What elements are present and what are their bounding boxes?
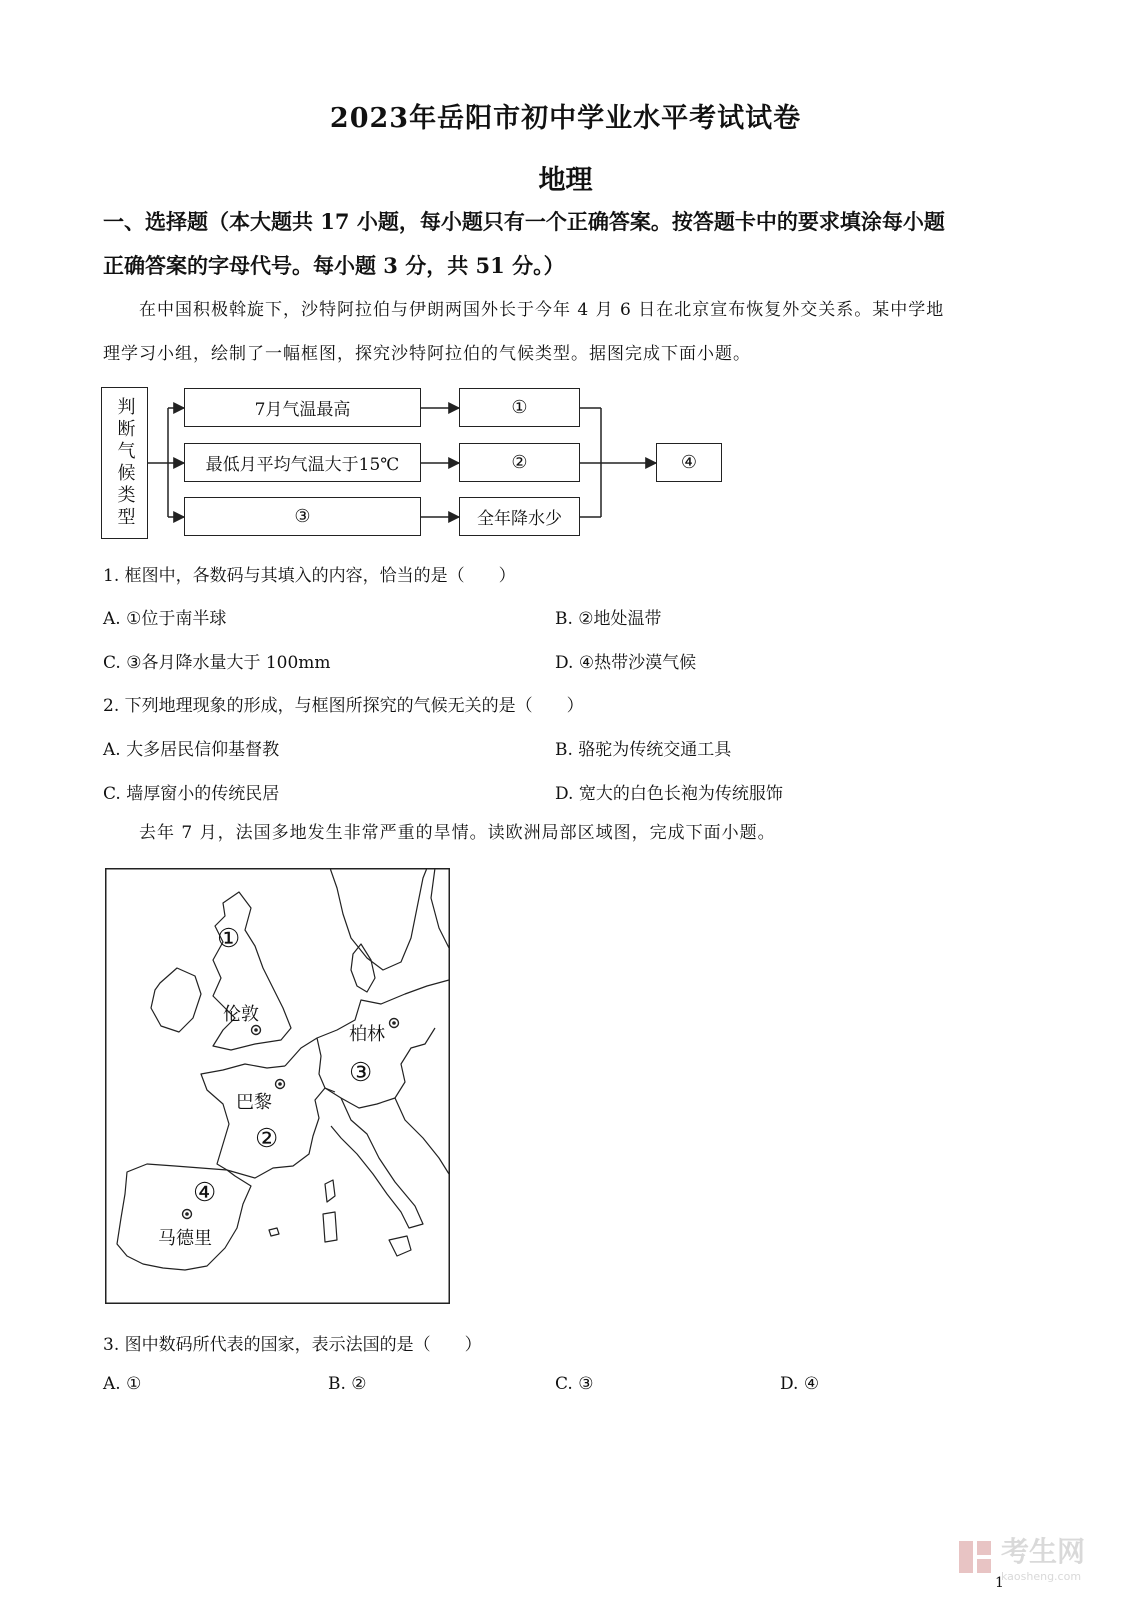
map-number-2: ② [255,1124,279,1154]
section-heading-line2: 正确答案的字母代号。每小题 3 分，共 51 分。） [103,253,565,278]
map-number-1: ① [217,924,241,954]
europe-region-map [105,868,450,1304]
page-number: 1 [995,1575,1004,1591]
exam-title: 2023年岳阳市初中学业水平考试试卷 [329,103,802,134]
question-3-option-b: B. ② [328,1374,367,1394]
subject-title: 地理 [538,165,593,196]
watermark [957,1530,1085,1583]
watermark-logo-icon [957,1539,993,1575]
section-heading-line1: 一、选择题（本大题共 17 小题，每小题只有一个正确答案。按答题卡中的要求填涂每小题 [103,209,945,234]
flow-root-box [101,387,148,539]
question-2-option-a: A. 大多居民信仰基督教 [103,740,280,760]
question-3-stem: 3. 图中数码所代表的国家，表示法国的是（ ） [103,1335,482,1355]
question-1-option-c: C. ③各月降水量大于 100mm [103,653,331,673]
watermark-text: 考生网 [1000,1535,1085,1568]
material-2 [103,811,1033,855]
material-1-line2: 理学习小组，绘制了一幅框图，探究沙特阿拉伯的气候类型。据图完成下面小题。 [103,344,751,364]
question-1-option-b: B. ②地处温带 [555,609,662,629]
watermark-url: kaosheng.com [1000,1570,1082,1583]
climate-flowchart [0,0,1131,600]
flow-row3-condition: ③ [184,497,421,536]
flow-root-label: 判断气候类型 [114,397,136,529]
map-number-4: ④ [193,1178,217,1208]
question-3-option-d: D. ④ [780,1374,820,1394]
map-label-paris: 巴黎 [236,1092,272,1113]
question-1-option-a: A. ①位于南半球 [103,609,227,629]
map-label-berlin: 柏林 [349,1024,385,1045]
flow-row3-result: 全年降水少 [459,497,580,536]
question-1-stem: 1. 框图中，各数码与其填入的内容，恰当的是（ ） [103,566,516,586]
question-3-option-a: A. ① [103,1374,142,1394]
map-label-london: 伦敦 [223,1004,259,1025]
map-label-madrid: 马德里 [158,1228,212,1249]
question-3-option-c: C. ③ [555,1374,594,1394]
flow-row1-result: ① [459,388,580,427]
flow-row2-result: ② [459,443,580,482]
material-2-line1: 去年 7 月，法国多地发生非常严重的旱情。读欧洲局部区域图，完成下面小题。 [139,823,776,843]
question-2-stem: 2. 下列地理现象的形成，与框图所探究的气候无关的是（ ） [103,696,584,716]
flow-row2-condition: 最低月平均气温大于15℃ [184,443,421,482]
map-outline [105,868,450,1304]
question-2-option-c: C. 墙厚窗小的传统民居 [103,784,280,804]
question-2-option-b: B. 骆驼为传统交通工具 [555,740,732,760]
flow-row1-condition: 7月气温最高 [184,388,421,427]
material-1-line1: 在中国积极斡旋下，沙特阿拉伯与伊朗两国外长于今年 4 月 6 日在北京宣布恢复外交关系。某中学地 [139,300,945,320]
question-2-option-d: D. 宽大的白色长袍为传统服饰 [555,784,783,804]
map-number-3: ③ [349,1058,373,1088]
flow-final-box: ④ [656,443,722,482]
question-1-option-d: D. ④热带沙漠气候 [555,653,697,673]
